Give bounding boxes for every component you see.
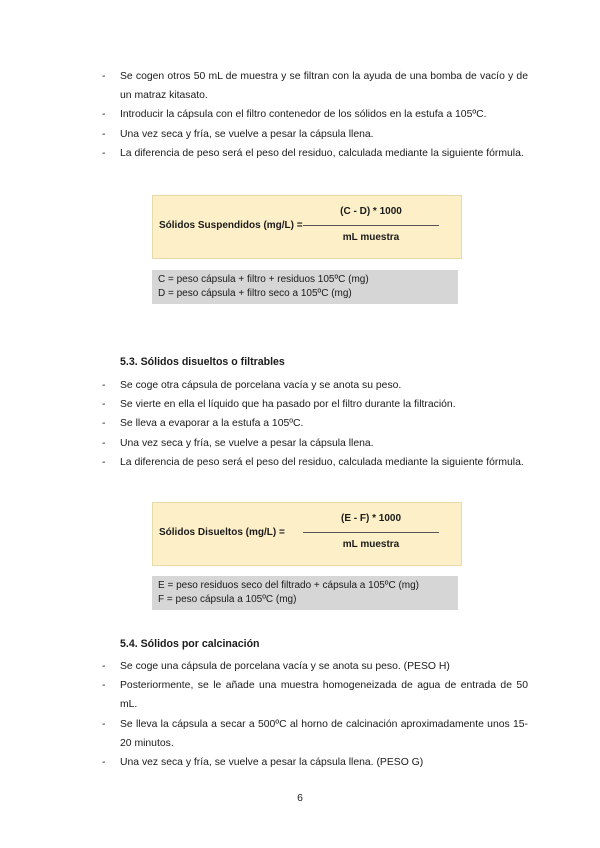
legend-line: F = peso cápsula a 105ºC (mg) — [158, 594, 297, 605]
list-item: - Se lleva la cápsula a secar a 500ºC al horno de calcinación aproximadamente unos 15-20 minutos. — [102, 715, 528, 753]
list-item: - Se lleva a evaporar a la estufa a 105ºC. — [102, 414, 528, 433]
page-number: 6 — [297, 793, 303, 804]
list-item: - Posteriormente, se le añade una muestra homogeneizada de agua de entrada de 50 mL. — [102, 676, 528, 714]
fraction-line — [303, 225, 439, 226]
steps-list-calcination — [102, 657, 528, 772]
fraction-line — [303, 532, 439, 533]
formula-legend-suspended — [152, 270, 458, 304]
list-item: - Introducir la cápsula con el filtro contenedor de los sólidos en la estufa a 105ºC. — [102, 105, 528, 124]
formula-denominator: mL muestra — [342, 232, 400, 243]
formula-lhs: Sólidos Disueltos (mg/L) = — [159, 527, 285, 538]
list-item: - Se vierte en ella el líquido que ha pasado por el filtro durante la filtración. — [102, 395, 528, 414]
formula-box-suspended-solids — [152, 195, 462, 259]
list-item: - Una vez seca y fría, se vuelve a pesar la cápsula llena. (PESO G) — [102, 753, 528, 772]
list-item: - Se cogen otros 50 mL de muestra y se filtran con la ayuda de una bomba de vacío y de un matraz kitasato. — [102, 67, 528, 105]
list-item: - La diferencia de peso será el peso del residuo, calculada mediante la siguiente fórmula. — [102, 453, 528, 472]
section-heading-5-4: 5.4. Sólidos por calcinación — [120, 638, 260, 650]
formula-numerator: (E - F) * 1000 — [340, 513, 402, 524]
list-item: - Una vez seca y fría, se vuelve a pesar la cápsula llena. — [102, 434, 528, 453]
steps-list-dissolved — [102, 376, 528, 472]
section-heading-5-3: 5.3. Sólidos disueltos o filtrables — [120, 356, 285, 368]
formula-numerator: (C - D) * 1000 — [340, 206, 402, 217]
formula-lhs: Sólidos Suspendidos (mg/L) = — [159, 220, 303, 231]
list-item: - La diferencia de peso será el peso del residuo, calculada mediante la siguiente fórmula. — [102, 144, 528, 163]
formula-box-dissolved-solids — [152, 502, 462, 566]
legend-line: D = peso cápsula + filtro seco a 105ºC (mg) — [158, 288, 352, 299]
list-item: - Se coge otra cápsula de porcelana vacía y se anota su peso. — [102, 376, 528, 395]
list-item: - Una vez seca y fría, se vuelve a pesar la cápsula llena. — [102, 125, 528, 144]
legend-line: E = peso residuos seco del filtrado + cápsula a 105ºC (mg) — [158, 580, 420, 591]
steps-list-suspended — [102, 67, 528, 163]
formula-denominator: mL muestra — [342, 539, 400, 550]
formula-legend-dissolved — [152, 576, 458, 610]
list-item: - Se coge una cápsula de porcelana vacía y se anota su peso. (PESO H) — [102, 657, 528, 676]
legend-line: C = peso cápsula + filtro + residuos 105ºC (mg) — [158, 274, 369, 285]
